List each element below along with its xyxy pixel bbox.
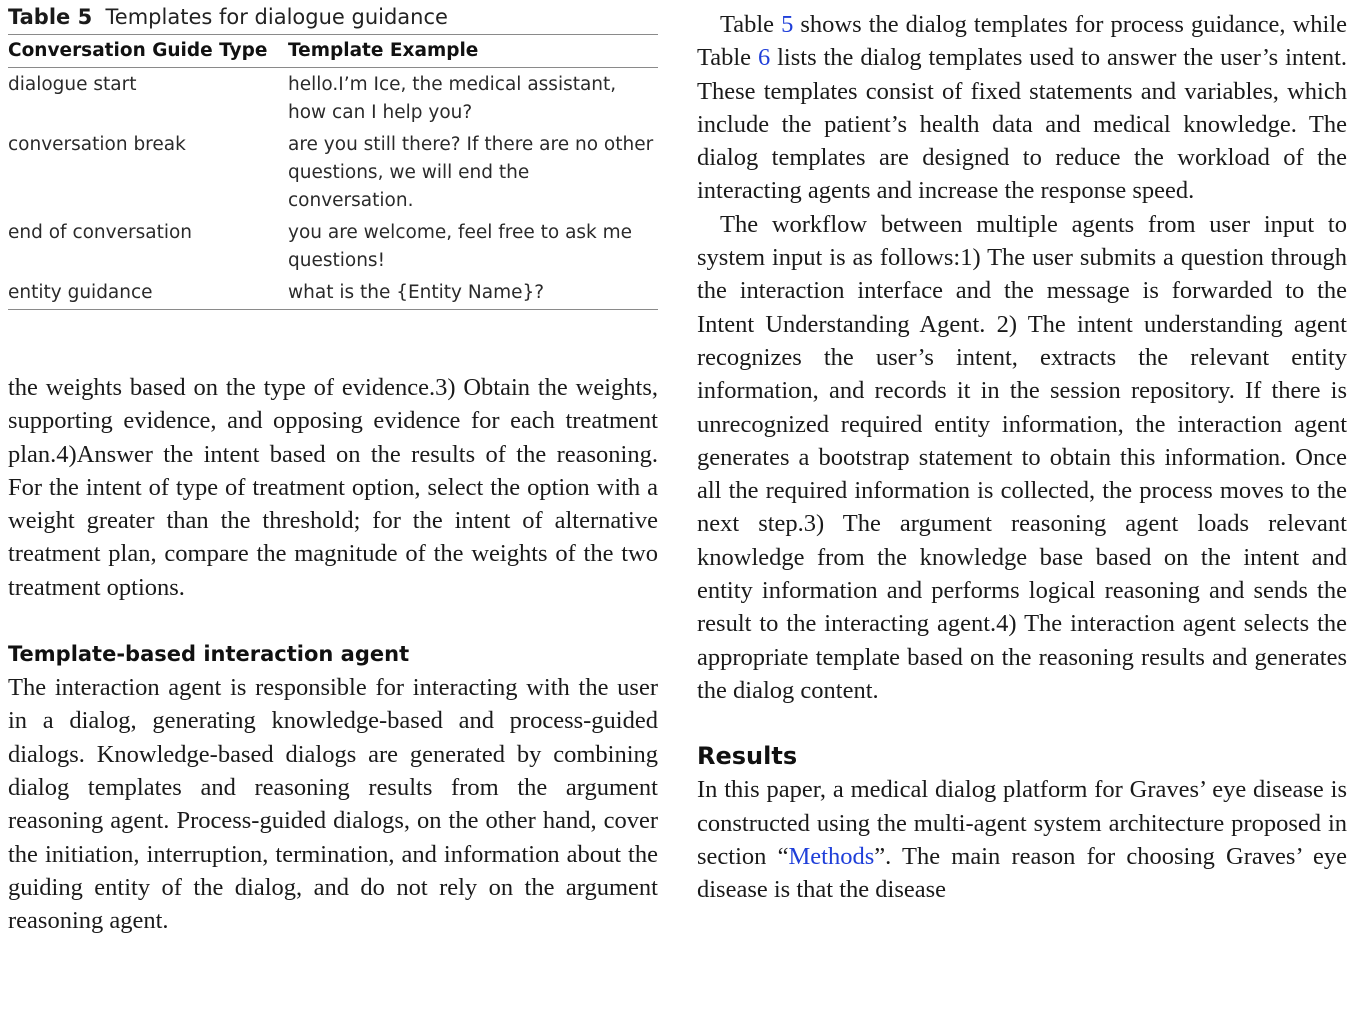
- subsection-title: Template-based interaction agent: [8, 642, 410, 667]
- body-paragraph: The interaction agent is responsible for interacting with the user in a dialog, generating knowledge-based and process-guided dialogs. Knowledge-based dialogs are generated by combining dialog templates and reasoning results from the argument reasoning agent. Process-guided dialogs, on the other hand, cover the initiation, interruption, termination, and information about the guiding entity of the dialog, and do not rely on the argument reasoning agent.: [8, 674, 658, 935]
- table-cell-template: are you still there? If there are no other questions, we will end the conversation.: [288, 134, 654, 211]
- section-title-results: Results: [697, 742, 798, 771]
- table-row: [8, 217, 658, 277]
- table-row: [8, 129, 658, 217]
- text-run: In this paper, a medical dialog platform for Graves’ eye disease is constructed using the multi-agent system architecture proposed in section “: [697, 776, 1347, 870]
- table-cell-template: what is the {Entity Name}?: [288, 282, 545, 303]
- table-label: Table 5: [8, 5, 93, 29]
- body-paragraph: [697, 8, 1347, 208]
- text-run: ”. The main reason for choosing Graves’ eye disease is that the disease: [697, 842, 1347, 904]
- text-run: lists the dialog templates used to answer the user’s intent. These templates consist of fixed statements and variables, which include the patient’s health data and medical knowledge. The dialog templates are designed to reduce the workload of the interacting agents and increase the response speed.: [697, 44, 1347, 205]
- column-header: Template Example: [288, 35, 658, 68]
- table-caption: Templates for dialogue guidance: [105, 5, 448, 29]
- table-cell-type: entity guidance: [8, 282, 153, 303]
- text-run: Table: [720, 11, 782, 38]
- table-cell-template: you are welcome, feel free to ask me questions!: [288, 222, 633, 271]
- body-paragraph-results: [697, 773, 1347, 906]
- table-row: [8, 277, 658, 310]
- right-column: [697, 0, 1347, 906]
- text-run: shows the dialog templates for process guidance, while Table: [697, 11, 1347, 72]
- column-header: Conversation Guide Type: [8, 35, 288, 68]
- methods-section-link[interactable]: Methods: [788, 842, 875, 870]
- left-column: [8, 0, 658, 937]
- table-6-reference-link[interactable]: 6: [757, 44, 771, 72]
- table-cell-type: conversation break: [8, 134, 186, 155]
- table-cell-template: hello.I’m Ice, the medical assistant, how can I help you?: [288, 74, 617, 123]
- body-paragraph-continued: the weights based on the type of evidence.3) Obtain the weights, supporting evidence, and opposing evidence for each treatment plan.4)Answer the intent based on the results of the reasoning. For the intent of type of treatment option, select the option with a weight greater than the threshold; for the intent of alternative treatment plan, compare the magnitude of the weights of the two treatment options.: [8, 374, 658, 601]
- body-paragraph-workflow: The workflow between multiple agents from user input to system input is as follows:1) The user submits a question through the interaction interface and the message is forwarded to the Intent Understanding Agent. 2) The intent understanding agent recognizes the user’s intent, extracts the relevant entity information, and records it in the session repository. If there is unrecognized required entity information, the interaction agent generates a bootstrap statement to obtain this information. Once all the required information is collected, the process moves to the next step.3) The argument reasoning agent loads relevant knowledge from the knowledge base based on the intent and entity information and performs logical reasoning and sends the result to the interacting agent.4) The interaction agent selects the appropriate template based on the reasoning results and generates the dialog content.: [697, 210, 1347, 704]
- table-5-title: [8, 0, 658, 34]
- table-row: [8, 68, 658, 130]
- table-cell-type: dialogue start: [8, 74, 137, 95]
- table-5-reference-link[interactable]: 5: [781, 11, 794, 38]
- templates-table: [8, 34, 658, 310]
- table-cell-type: end of conversation: [8, 222, 193, 243]
- table-header-row: [8, 35, 658, 68]
